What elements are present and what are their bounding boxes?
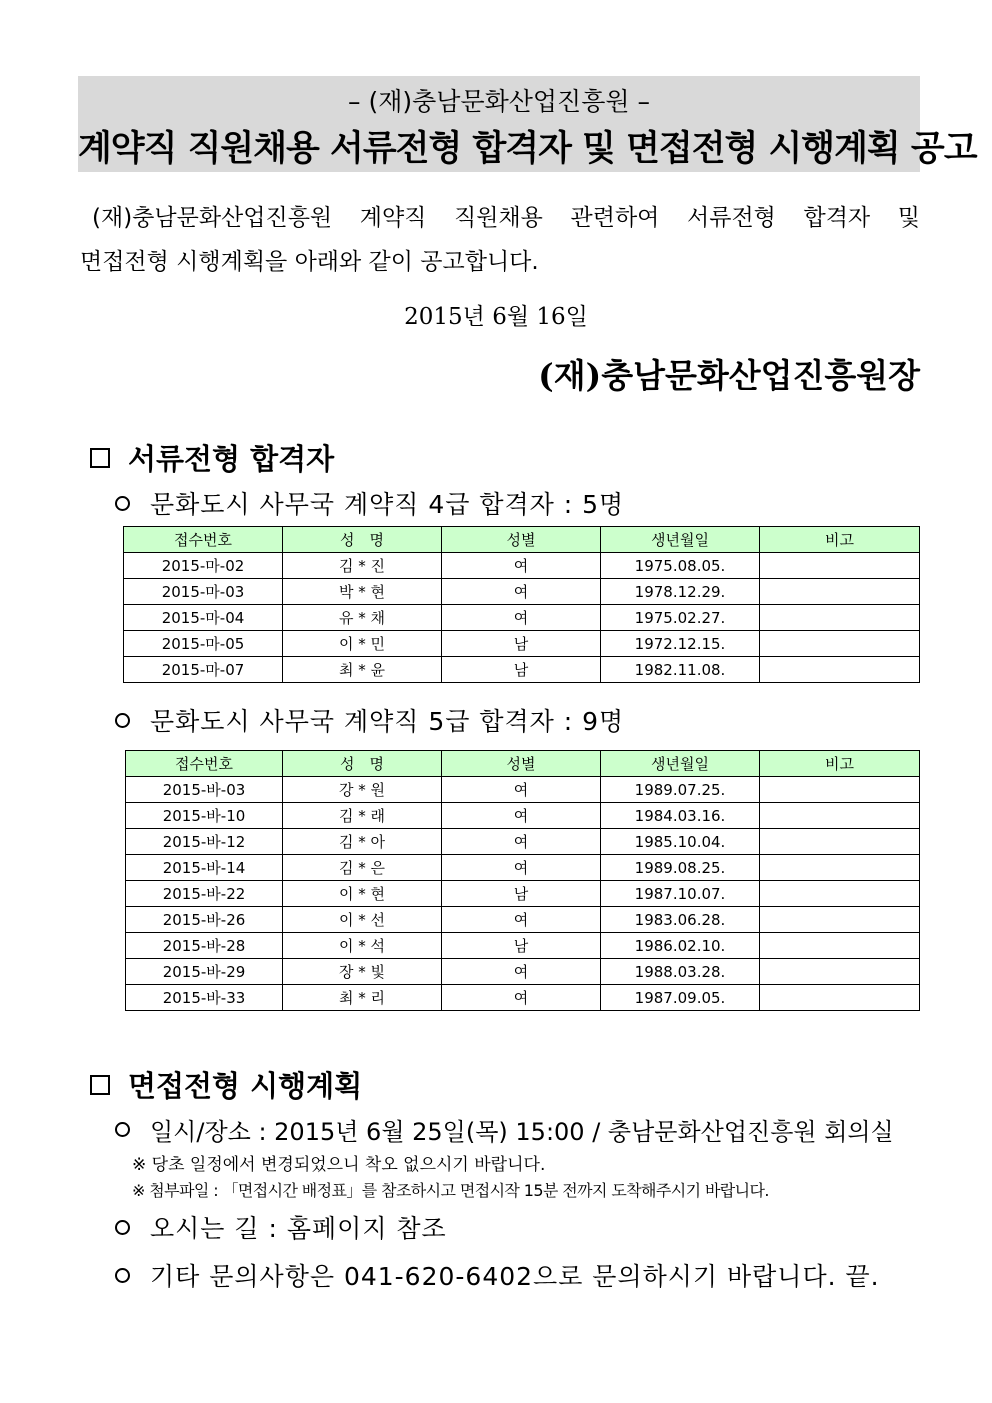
remarks-cell (760, 657, 920, 683)
receipt-no-cell: 2015-바-22 (126, 881, 283, 907)
gender-cell: 여 (442, 605, 601, 631)
remarks-cell (760, 803, 920, 829)
name-cell: 장 * 빛 (283, 959, 442, 985)
gender-cell: 여 (442, 803, 601, 829)
header-gender: 성별 (442, 527, 601, 553)
intro-line-1: (재)충남문화산업진흥원 계약직 직원채용 관련하여 서류전형 합격자 및 (92, 205, 920, 231)
remarks-cell (760, 855, 920, 881)
table-row (126, 777, 920, 803)
birthdate-cell: 1988.03.28. (601, 959, 760, 985)
circle-bullet-icon (115, 1268, 130, 1283)
section-interview-plan (90, 1064, 362, 1105)
table-row (124, 605, 920, 631)
remarks-cell (760, 553, 920, 579)
title-box (78, 76, 977, 172)
group-grade4-heading (115, 485, 624, 521)
receipt-no-cell: 2015-마-04 (124, 605, 283, 631)
section-document-screening (90, 437, 334, 478)
gender-cell: 여 (442, 777, 601, 803)
receipt-no-cell: 2015-마-03 (124, 579, 283, 605)
announcement-date: 2015년 6월 16일 (404, 304, 588, 330)
table-row (126, 829, 920, 855)
gender-cell: 여 (442, 855, 601, 881)
birthdate-cell: 1989.07.25. (601, 777, 760, 803)
table-row (126, 933, 920, 959)
table-row (126, 959, 920, 985)
remarks-cell (760, 631, 920, 657)
section-title: 서류전형 합격자 (128, 442, 335, 476)
interview-schedule (115, 1112, 894, 1147)
birthdate-cell: 1978.12.29. (601, 579, 760, 605)
gender-cell: 남 (442, 933, 601, 959)
checkbox-icon (90, 448, 110, 468)
table-row (124, 657, 920, 683)
gender-cell: 여 (442, 579, 601, 605)
remarks-cell (760, 985, 920, 1011)
receipt-no-cell: 2015-바-28 (126, 933, 283, 959)
directions (115, 1209, 447, 1245)
receipt-no-cell: 2015-바-14 (126, 855, 283, 881)
birthdate-cell: 1983.06.28. (601, 907, 760, 933)
circle-bullet-icon (115, 1220, 130, 1235)
remarks-cell (760, 881, 920, 907)
name-cell: 최 * 윤 (283, 657, 442, 683)
table-row (124, 579, 920, 605)
receipt-no-cell: 2015-마-05 (124, 631, 283, 657)
circle-bullet-icon (115, 1122, 130, 1137)
header-receipt-no: 접수번호 (126, 751, 283, 777)
receipt-no-cell: 2015-바-29 (126, 959, 283, 985)
gender-cell: 여 (442, 959, 601, 985)
table-row (124, 631, 920, 657)
issuer-name: (재)충남문화산업진흥원장 (538, 356, 920, 395)
name-cell: 이 * 선 (283, 907, 442, 933)
intro-line-2: 면접전형 시행계획을 아래와 같이 공고합니다. (80, 249, 539, 275)
header-birthdate: 생년월일 (601, 527, 760, 553)
table-row (124, 553, 920, 579)
name-cell: 김 * 아 (283, 829, 442, 855)
gender-cell: 남 (442, 631, 601, 657)
gender-cell: 여 (442, 985, 601, 1011)
header-gender: 성별 (442, 751, 601, 777)
name-cell: 최 * 리 (283, 985, 442, 1011)
header-name: 성 명 (283, 527, 442, 553)
name-cell: 유 * 채 (283, 605, 442, 631)
receipt-no-cell: 2015-마-02 (124, 553, 283, 579)
name-cell: 김 * 은 (283, 855, 442, 881)
name-cell: 이 * 현 (283, 881, 442, 907)
gender-cell: 여 (442, 907, 601, 933)
birthdate-cell: 1987.09.05. (601, 985, 760, 1011)
name-cell: 김 * 진 (283, 553, 442, 579)
gender-cell: 여 (442, 829, 601, 855)
table-row (126, 803, 920, 829)
contact-text: 기타 문의사항은 041-620-6402으로 문의하시기 바랍니다. 끝. (150, 1262, 880, 1291)
intro-paragraph (80, 196, 920, 284)
remarks-cell (760, 605, 920, 631)
header-receipt-no: 접수번호 (124, 527, 283, 553)
table-row (126, 985, 920, 1011)
name-cell: 김 * 래 (283, 803, 442, 829)
subtitle: – (재)충남문화산업진흥원 – (348, 87, 650, 116)
receipt-no-cell: 2015-바-33 (126, 985, 283, 1011)
birthdate-cell: 1975.02.27. (601, 605, 760, 631)
gender-cell: 여 (442, 553, 601, 579)
table-header-row (124, 527, 920, 553)
header-remarks: 비고 (760, 527, 920, 553)
receipt-no-cell: 2015-바-10 (126, 803, 283, 829)
grade4-table (123, 526, 920, 683)
contact-info (115, 1257, 880, 1293)
receipt-no-cell: 2015-바-03 (126, 777, 283, 803)
receipt-no-cell: 2015-바-26 (126, 907, 283, 933)
remarks-cell (760, 907, 920, 933)
receipt-no-cell: 2015-마-07 (124, 657, 283, 683)
receipt-no-cell: 2015-바-12 (126, 829, 283, 855)
birthdate-cell: 1975.08.05. (601, 553, 760, 579)
gender-cell: 남 (442, 881, 601, 907)
birthdate-cell: 1985.10.04. (601, 829, 760, 855)
birthdate-cell: 1987.10.07. (601, 881, 760, 907)
remarks-cell (760, 579, 920, 605)
circle-bullet-icon (115, 496, 130, 511)
grade5-table (125, 750, 920, 1011)
birthdate-cell: 1989.08.25. (601, 855, 760, 881)
schedule-text: 일시/장소 : 2015년 6월 25일(목) 15:00 / 충남문화산업진흥원 회의실 (150, 1118, 894, 1146)
header-birthdate: 생년월일 (601, 751, 760, 777)
table-row (126, 855, 920, 881)
birthdate-cell: 1972.12.15. (601, 631, 760, 657)
birthdate-cell: 1986.02.10. (601, 933, 760, 959)
circle-bullet-icon (115, 713, 130, 728)
group-label: 문화도시 사무국 계약직 5급 합격자 : 9명 (150, 707, 625, 736)
section-title: 면접전형 시행계획 (128, 1069, 363, 1103)
name-cell: 강 * 원 (283, 777, 442, 803)
gender-cell: 남 (442, 657, 601, 683)
checkbox-icon (90, 1075, 110, 1095)
remarks-cell (760, 933, 920, 959)
remarks-cell (760, 959, 920, 985)
name-cell: 박 * 현 (283, 579, 442, 605)
page-title: 계약직 직원채용 서류전형 합격자 및 면접전형 시행계획 공고 (78, 129, 977, 169)
header-name: 성 명 (283, 751, 442, 777)
attachment-note: ※ 첨부파일 : 「면접시간 배정표」를 참조하시고 면접시작 15분 전까지 도착해주시기 바랍니다. (132, 1181, 769, 1200)
header-remarks: 비고 (760, 751, 920, 777)
schedule-change-note: ※ 당초 일정에서 변경되었으니 착오 없으시기 바랍니다. (132, 1155, 546, 1175)
birthdate-cell: 1982.11.08. (601, 657, 760, 683)
directions-text: 오시는 길 : 홈페이지 참조 (150, 1214, 447, 1243)
remarks-cell (760, 829, 920, 855)
group-label: 문화도시 사무국 계약직 4급 합격자 : 5명 (150, 490, 625, 519)
group-grade5-heading (115, 702, 624, 738)
birthdate-cell: 1984.03.16. (601, 803, 760, 829)
table-header-row (126, 751, 920, 777)
table-row (126, 907, 920, 933)
name-cell: 이 * 민 (283, 631, 442, 657)
remarks-cell (760, 777, 920, 803)
table-row (126, 881, 920, 907)
name-cell: 이 * 석 (283, 933, 442, 959)
